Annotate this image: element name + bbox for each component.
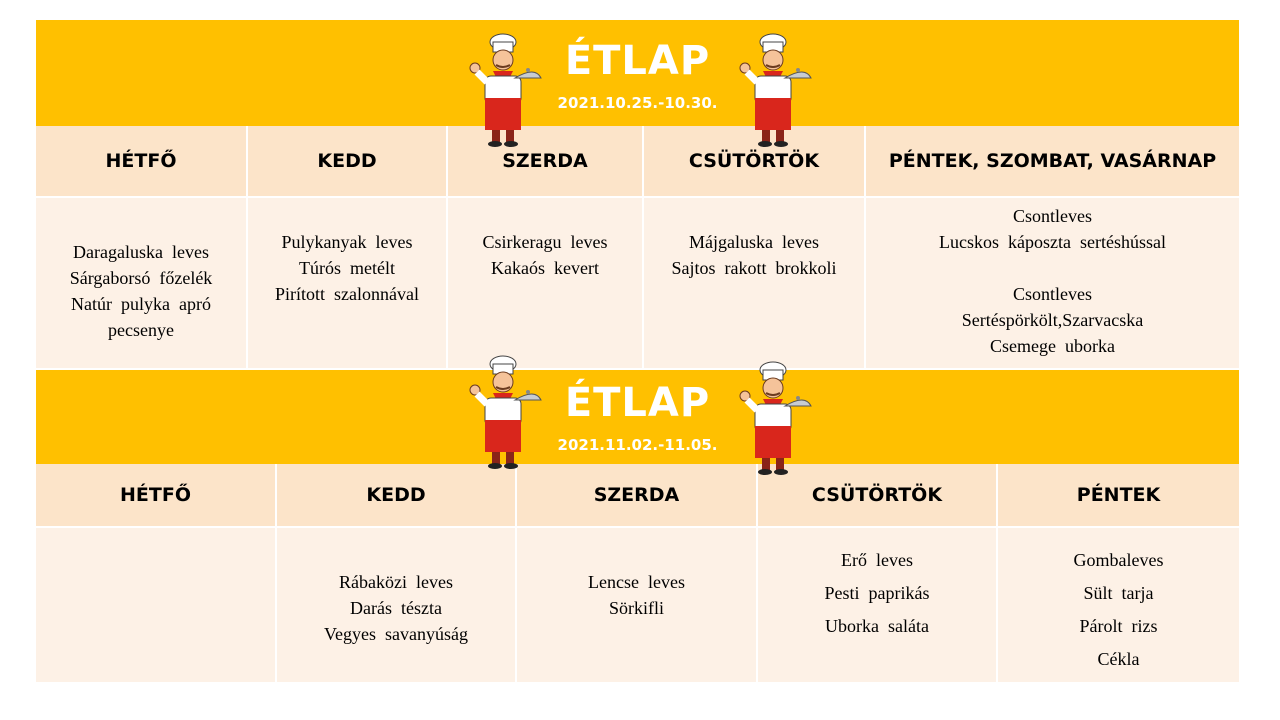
menu-table: [36, 464, 1239, 682]
menu-item: Rábaközi leves: [339, 572, 453, 592]
menu-item: Sárgaborsó főzelék: [69, 268, 213, 288]
menu-item: Gombaleves: [1073, 550, 1164, 570]
menu-item: Sült tarja: [1083, 583, 1154, 603]
menu-item: Párolt rizs: [1079, 616, 1158, 636]
day-header: HÉTFŐ: [36, 464, 277, 528]
day-header: KEDD: [277, 464, 517, 528]
menu-banner: [36, 370, 1239, 464]
menu-table: [36, 126, 1239, 368]
menu-cell: [517, 528, 758, 682]
menu-item: Pesti paprikás: [824, 583, 930, 603]
menu-cell: [758, 528, 998, 682]
menu-cell: [998, 528, 1239, 682]
menu-item: Csontleves: [1013, 284, 1092, 304]
menu-item: Lencse leves: [588, 572, 685, 592]
chef-icon: [465, 32, 545, 150]
menu-title: ÉTLAP: [564, 38, 711, 84]
menu-item: Darás tészta: [350, 598, 442, 618]
chef-icon: [465, 354, 545, 472]
menu-cell: [644, 198, 866, 368]
day-header: PÉNTEK: [998, 464, 1239, 528]
menu-item: pecsenye: [108, 320, 174, 340]
menu-item: Lucskos káposzta sertéshússal: [939, 232, 1166, 252]
menu-item: Sajtos rakott brokkoli: [671, 258, 837, 278]
menu-item: Sertéspörkölt,Szarvacska: [961, 310, 1144, 330]
day-header: HÉTFŐ: [36, 126, 248, 198]
menu-item: Sörkifli: [608, 598, 664, 618]
day-header: CSÜTÖRTÖK: [758, 464, 998, 528]
menu-item: Csemege uborka: [990, 336, 1115, 356]
menu-item: Pulykanyak leves: [281, 232, 413, 252]
menu-item: Erő leves: [841, 550, 913, 570]
menu-cell: [448, 198, 644, 368]
day-header: SZERDA: [517, 464, 758, 528]
menu-cell: [277, 528, 517, 682]
day-header: PÉNTEK, SZOMBAT, VASÁRNAP: [866, 126, 1239, 198]
menu-item: Vegyes savanyúság: [324, 624, 468, 644]
menu-banner: [36, 20, 1239, 126]
menu-item: Natúr pulyka apró: [71, 294, 211, 314]
menu-item: Kakaós kevert: [491, 258, 599, 278]
menu-cell: [248, 198, 448, 368]
menu-item: Túrós metélt: [299, 258, 395, 278]
menu-cell: [36, 198, 248, 368]
menu-item: Cékla: [1097, 649, 1140, 669]
chef-icon: [735, 32, 815, 150]
menu-date: 2021.11.02.-11.05.: [557, 436, 718, 454]
menu-item: Daragaluska leves: [73, 242, 209, 262]
menu-item: Uborka saláta: [825, 616, 929, 636]
menu-cell: [866, 198, 1239, 368]
menu-date: 2021.10.25.-10.30.: [557, 94, 718, 112]
menu-item: Pirított szalonnával: [275, 284, 419, 304]
menu-title: ÉTLAP: [564, 380, 711, 426]
menu-cell: [36, 528, 277, 682]
menu-item: Csirkeragu leves: [482, 232, 608, 252]
menu-item: Csontleves: [1013, 206, 1092, 226]
menu-item: Májgaluska leves: [689, 232, 819, 252]
day-header: CSÜTÖRTÖK: [644, 126, 866, 198]
day-header: SZERDA: [448, 126, 644, 198]
day-header: KEDD: [248, 126, 448, 198]
chef-icon: [735, 360, 815, 478]
